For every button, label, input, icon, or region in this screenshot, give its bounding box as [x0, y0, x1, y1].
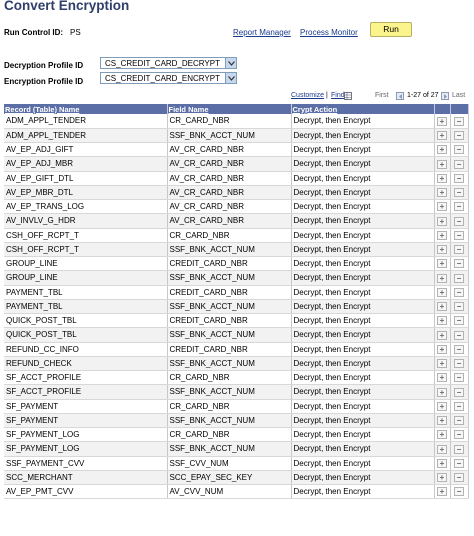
add-row-button[interactable]: +: [437, 274, 447, 283]
add-row-button[interactable]: +: [437, 345, 447, 354]
record-name-cell: SSF_PAYMENT_CVV: [4, 456, 167, 470]
record-name-cell: CSH_OFF_RCPT_T: [4, 242, 167, 256]
record-name-cell: SF_PAYMENT_LOG: [4, 428, 167, 442]
record-name-cell: SF_PAYMENT: [4, 413, 167, 427]
record-name-cell: REFUND_CHECK: [4, 356, 167, 370]
table-row: [4, 200, 468, 214]
process-monitor-link[interactable]: Process Monitor: [300, 28, 358, 37]
record-name-cell: ADM_APPL_TENDER: [4, 128, 167, 142]
encryption-profile-dropdown[interactable]: [100, 72, 237, 84]
add-row-button[interactable]: +: [437, 160, 447, 169]
crypt-action-cell: Decrypt, then Encrypt: [291, 257, 434, 271]
delete-row-button[interactable]: −: [454, 388, 464, 397]
field-name-cell: AV_CR_CARD_NBR: [167, 214, 291, 228]
crypt-action-cell: Decrypt, then Encrypt: [291, 185, 434, 199]
crypt-action-cell: Decrypt, then Encrypt: [291, 485, 434, 499]
add-row-button[interactable]: +: [437, 373, 447, 382]
crypt-action-cell: Decrypt, then Encrypt: [291, 470, 434, 484]
field-name-cell: AV_CR_CARD_NBR: [167, 143, 291, 157]
field-name-cell: SSF_BNK_ACCT_NUM: [167, 356, 291, 370]
column-header-crypt-action[interactable]: Crypt Action: [291, 104, 434, 114]
delete-row-cell: [450, 128, 468, 142]
record-name-cell: ADM_APPL_TENDER: [4, 114, 167, 128]
record-name-cell: REFUND_CC_INFO: [4, 342, 167, 356]
table-row: [4, 371, 468, 385]
delete-row-button[interactable]: −: [454, 217, 464, 226]
field-name-cell: SSF_BNK_ACCT_NUM: [167, 299, 291, 313]
table-row: [4, 143, 468, 157]
add-row-cell: [434, 299, 450, 313]
record-name-cell: CSH_OFF_RCPT_T: [4, 228, 167, 242]
add-row-cell: [434, 114, 450, 128]
run-button[interactable]: Run: [370, 22, 412, 37]
add-row-button[interactable]: +: [437, 245, 447, 254]
add-row-button[interactable]: +: [437, 202, 447, 211]
delete-row-cell: [450, 442, 468, 456]
field-name-cell: SSF_BNK_ACCT_NUM: [167, 271, 291, 285]
add-row-button[interactable]: +: [437, 473, 447, 482]
field-name-cell: CREDIT_CARD_NBR: [167, 257, 291, 271]
decryption-profile-label: Decryption Profile ID: [4, 61, 84, 70]
add-row-button[interactable]: +: [437, 487, 447, 496]
field-name-cell: SSF_BNK_ACCT_NUM: [167, 385, 291, 399]
record-name-cell: AV_EP_ADJ_GIFT: [4, 143, 167, 157]
delete-row-cell: [450, 242, 468, 256]
add-row-cell: [434, 470, 450, 484]
chevron-down-icon[interactable]: [225, 58, 236, 68]
field-name-cell: SSF_BNK_ACCT_NUM: [167, 328, 291, 342]
table-row: [4, 271, 468, 285]
delete-row-button[interactable]: −: [454, 131, 464, 140]
page-title: Convert Encryption: [4, 0, 130, 13]
add-row-cell: [434, 428, 450, 442]
crypt-action-cell: Decrypt, then Encrypt: [291, 342, 434, 356]
add-row-cell: [434, 128, 450, 142]
delete-row-cell: [450, 171, 468, 185]
delete-row-cell: [450, 285, 468, 299]
delete-row-button[interactable]: −: [454, 473, 464, 482]
add-row-cell: [434, 485, 450, 499]
add-row-cell: [434, 257, 450, 271]
delete-row-cell: [450, 299, 468, 313]
add-row-cell: [434, 242, 450, 256]
last-label: Last: [452, 92, 466, 99]
record-name-cell: AV_EP_MBR_DTL: [4, 185, 167, 199]
add-row-button[interactable]: +: [437, 217, 447, 226]
table-row: [4, 314, 468, 328]
add-row-button[interactable]: +: [437, 288, 447, 297]
customize-link[interactable]: Customize: [291, 92, 325, 99]
add-row-cell: [434, 399, 450, 413]
add-row-button[interactable]: +: [437, 145, 447, 154]
add-row-button[interactable]: +: [437, 188, 447, 197]
field-name-cell: SCC_EPAY_SEC_KEY: [167, 470, 291, 484]
delete-row-cell: [450, 356, 468, 370]
add-row-button[interactable]: +: [437, 231, 447, 240]
add-row-cell: [434, 371, 450, 385]
record-name-cell: AV_INVLV_G_HDR: [4, 214, 167, 228]
table-row: [4, 299, 468, 313]
table-row: [4, 185, 468, 199]
delete-row-button[interactable]: −: [454, 145, 464, 154]
delete-row-button[interactable]: −: [454, 117, 464, 126]
add-row-cell: [434, 413, 450, 427]
field-name-cell: SSF_BNK_ACCT_NUM: [167, 442, 291, 456]
grid-body: [4, 114, 468, 499]
delete-row-button[interactable]: −: [454, 174, 464, 183]
nav-separator: |: [326, 92, 328, 99]
add-row-button[interactable]: +: [437, 359, 447, 368]
record-name-cell: AV_EP_PMT_CVV: [4, 485, 167, 499]
add-row-cell: [434, 228, 450, 242]
record-name-cell: QUICK_POST_TBL: [4, 328, 167, 342]
delete-row-cell: [450, 157, 468, 171]
record-name-cell: SCC_MERCHANT: [4, 470, 167, 484]
add-row-cell: [434, 442, 450, 456]
field-name-cell: AV_CVV_NUM: [167, 485, 291, 499]
delete-row-button[interactable]: −: [454, 245, 464, 254]
crypt-action-cell: Decrypt, then Encrypt: [291, 285, 434, 299]
record-name-cell: QUICK_POST_TBL: [4, 314, 167, 328]
delete-row-button[interactable]: −: [454, 231, 464, 240]
delete-row-button[interactable]: −: [454, 445, 464, 454]
field-name-cell: CREDIT_CARD_NBR: [167, 314, 291, 328]
record-name-cell: SF_ACCT_PROFILE: [4, 371, 167, 385]
delete-row-button[interactable]: −: [454, 345, 464, 354]
crypt-action-cell: Decrypt, then Encrypt: [291, 456, 434, 470]
table-row: [4, 442, 468, 456]
delete-row-cell: [450, 228, 468, 242]
field-name-cell: CREDIT_CARD_NBR: [167, 342, 291, 356]
add-row-cell: [434, 385, 450, 399]
table-row: [4, 285, 468, 299]
delete-row-button[interactable]: −: [454, 359, 464, 368]
delete-row-button[interactable]: −: [454, 459, 464, 468]
add-row-button[interactable]: +: [437, 445, 447, 454]
table-row: [4, 114, 468, 128]
delete-row-cell: [450, 485, 468, 499]
add-row-cell: [434, 157, 450, 171]
crypt-action-cell: Decrypt, then Encrypt: [291, 314, 434, 328]
record-name-cell: SF_PAYMENT_LOG: [4, 442, 167, 456]
table-row: [4, 128, 468, 142]
chevron-down-icon[interactable]: [225, 73, 236, 83]
crypt-action-cell: Decrypt, then Encrypt: [291, 228, 434, 242]
crypt-action-cell: Decrypt, then Encrypt: [291, 442, 434, 456]
table-row: [4, 385, 468, 399]
crypt-action-cell: Decrypt, then Encrypt: [291, 157, 434, 171]
grid-export-icon[interactable]: [344, 92, 352, 104]
delete-row-button[interactable]: −: [454, 288, 464, 297]
add-row-cell: [434, 171, 450, 185]
add-row-cell: [434, 214, 450, 228]
delete-row-cell: [450, 470, 468, 484]
table-row: [4, 399, 468, 413]
grid-header-row: [4, 104, 468, 114]
table-row: [4, 242, 468, 256]
delete-row-button[interactable]: −: [454, 430, 464, 439]
field-name-cell: AV_CR_CARD_NBR: [167, 200, 291, 214]
add-row-button[interactable]: +: [437, 117, 447, 126]
record-name-cell: AV_EP_ADJ_MBR: [4, 157, 167, 171]
delete-row-button[interactable]: −: [454, 316, 464, 325]
decryption-profile-value: CS_CREDIT_CARD_DECRYPT: [105, 59, 220, 68]
field-name-cell: CR_CARD_NBR: [167, 228, 291, 242]
table-row: [4, 214, 468, 228]
table-row: [4, 456, 468, 470]
previous-arrow-icon[interactable]: [396, 92, 404, 100]
record-name-cell: AV_EP_GIFT_DTL: [4, 171, 167, 185]
add-row-cell: [434, 185, 450, 199]
add-row-cell: [434, 200, 450, 214]
run-control-value: PS: [70, 28, 81, 37]
add-row-button[interactable]: +: [437, 430, 447, 439]
add-row-button[interactable]: +: [437, 331, 447, 340]
add-row-button[interactable]: +: [437, 416, 447, 425]
field-name-cell: SSF_CVV_NUM: [167, 456, 291, 470]
delete-row-button[interactable]: −: [454, 259, 464, 268]
add-row-button[interactable]: +: [437, 316, 447, 325]
delete-row-cell: [450, 200, 468, 214]
delete-row-cell: [450, 428, 468, 442]
add-row-button[interactable]: +: [437, 259, 447, 268]
crypt-action-cell: Decrypt, then Encrypt: [291, 214, 434, 228]
field-name-cell: SSF_BNK_ACCT_NUM: [167, 128, 291, 142]
crypt-action-cell: Decrypt, then Encrypt: [291, 200, 434, 214]
next-arrow-icon[interactable]: [441, 92, 449, 100]
table-row: [4, 470, 468, 484]
field-name-cell: CREDIT_CARD_NBR: [167, 285, 291, 299]
crypt-action-cell: Decrypt, then Encrypt: [291, 143, 434, 157]
field-name-cell: AV_CR_CARD_NBR: [167, 171, 291, 185]
table-row: [4, 342, 468, 356]
delete-row-button[interactable]: −: [454, 160, 464, 169]
delete-row-button[interactable]: −: [454, 487, 464, 496]
delete-row-cell: [450, 314, 468, 328]
delete-row-button[interactable]: −: [454, 373, 464, 382]
record-name-cell: AV_EP_TRANS_LOG: [4, 200, 167, 214]
delete-row-cell: [450, 456, 468, 470]
delete-row-cell: [450, 385, 468, 399]
add-row-button[interactable]: +: [437, 459, 447, 468]
crypt-action-cell: Decrypt, then Encrypt: [291, 428, 434, 442]
field-name-cell: SSF_BNK_ACCT_NUM: [167, 413, 291, 427]
field-name-cell: CR_CARD_NBR: [167, 371, 291, 385]
add-row-cell: [434, 342, 450, 356]
delete-row-cell: [450, 214, 468, 228]
add-row-cell: [434, 314, 450, 328]
delete-row-cell: [450, 413, 468, 427]
field-name-cell: CR_CARD_NBR: [167, 114, 291, 128]
delete-row-button[interactable]: −: [454, 274, 464, 283]
table-row: [4, 428, 468, 442]
delete-row-button[interactable]: −: [454, 202, 464, 211]
delete-row-button[interactable]: −: [454, 302, 464, 311]
delete-row-button[interactable]: −: [454, 188, 464, 197]
table-row: [4, 328, 468, 342]
delete-row-cell: [450, 114, 468, 128]
delete-row-cell: [450, 271, 468, 285]
table-row: [4, 257, 468, 271]
crypt-action-cell: Decrypt, then Encrypt: [291, 114, 434, 128]
add-row-cell: [434, 356, 450, 370]
crypt-action-cell: Decrypt, then Encrypt: [291, 171, 434, 185]
add-row-button[interactable]: +: [437, 402, 447, 411]
crypt-action-cell: Decrypt, then Encrypt: [291, 271, 434, 285]
field-name-cell: AV_CR_CARD_NBR: [167, 157, 291, 171]
delete-row-cell: [450, 143, 468, 157]
add-row-cell: [434, 456, 450, 470]
field-name-cell: SSF_BNK_ACCT_NUM: [167, 242, 291, 256]
first-label: First: [375, 92, 389, 99]
crypt-action-cell: Decrypt, then Encrypt: [291, 413, 434, 427]
find-link[interactable]: Find: [331, 92, 345, 99]
crypt-action-cell: Decrypt, then Encrypt: [291, 328, 434, 342]
crypt-action-cell: Decrypt, then Encrypt: [291, 371, 434, 385]
crypt-action-cell: Decrypt, then Encrypt: [291, 356, 434, 370]
decryption-profile-dropdown[interactable]: [100, 57, 237, 69]
record-name-cell: PAYMENT_TBL: [4, 285, 167, 299]
column-header-delete: [450, 104, 468, 114]
record-name-cell: SF_ACCT_PROFILE: [4, 385, 167, 399]
delete-row-cell: [450, 371, 468, 385]
add-row-button[interactable]: +: [437, 131, 447, 140]
encryption-profile-label: Encryption Profile ID: [4, 77, 84, 86]
add-row-button[interactable]: +: [437, 302, 447, 311]
delete-row-cell: [450, 399, 468, 413]
table-row: [4, 228, 468, 242]
delete-row-cell: [450, 185, 468, 199]
delete-row-button[interactable]: −: [454, 416, 464, 425]
delete-row-cell: [450, 328, 468, 342]
field-name-cell: AV_CR_CARD_NBR: [167, 185, 291, 199]
column-header-record-name[interactable]: Record (Table) Name: [4, 104, 167, 114]
crypt-action-cell: Decrypt, then Encrypt: [291, 399, 434, 413]
delete-row-cell: [450, 257, 468, 271]
table-row: [4, 485, 468, 499]
table-row: [4, 413, 468, 427]
table-row: [4, 157, 468, 171]
field-name-cell: CR_CARD_NBR: [167, 399, 291, 413]
record-name-cell: SF_PAYMENT: [4, 399, 167, 413]
delete-row-button[interactable]: −: [454, 331, 464, 340]
crypt-action-cell: Decrypt, then Encrypt: [291, 128, 434, 142]
record-name-cell: PAYMENT_TBL: [4, 299, 167, 313]
report-manager-link[interactable]: Report Manager: [233, 28, 291, 37]
add-row-cell: [434, 143, 450, 157]
crypt-action-cell: Decrypt, then Encrypt: [291, 242, 434, 256]
table-row: [4, 171, 468, 185]
row-range: 1-27 of 27: [407, 92, 439, 99]
column-header-field-name[interactable]: Field Name: [167, 104, 291, 114]
add-row-button[interactable]: +: [437, 388, 447, 397]
crypt-action-cell: Decrypt, then Encrypt: [291, 385, 434, 399]
crypt-action-cell: Decrypt, then Encrypt: [291, 299, 434, 313]
record-name-cell: GROUP_LINE: [4, 271, 167, 285]
column-header-add: [434, 104, 450, 114]
encryption-grid: [4, 104, 469, 499]
add-row-cell: [434, 271, 450, 285]
delete-row-cell: [450, 342, 468, 356]
add-row-cell: [434, 285, 450, 299]
delete-row-button[interactable]: −: [454, 402, 464, 411]
record-name-cell: GROUP_LINE: [4, 257, 167, 271]
field-name-cell: CR_CARD_NBR: [167, 428, 291, 442]
add-row-cell: [434, 328, 450, 342]
table-row: [4, 356, 468, 370]
run-control-label: Run Control ID:: [4, 28, 64, 37]
encryption-profile-value: CS_CREDIT_CARD_ENCRYPT: [105, 74, 220, 83]
add-row-button[interactable]: +: [437, 174, 447, 183]
